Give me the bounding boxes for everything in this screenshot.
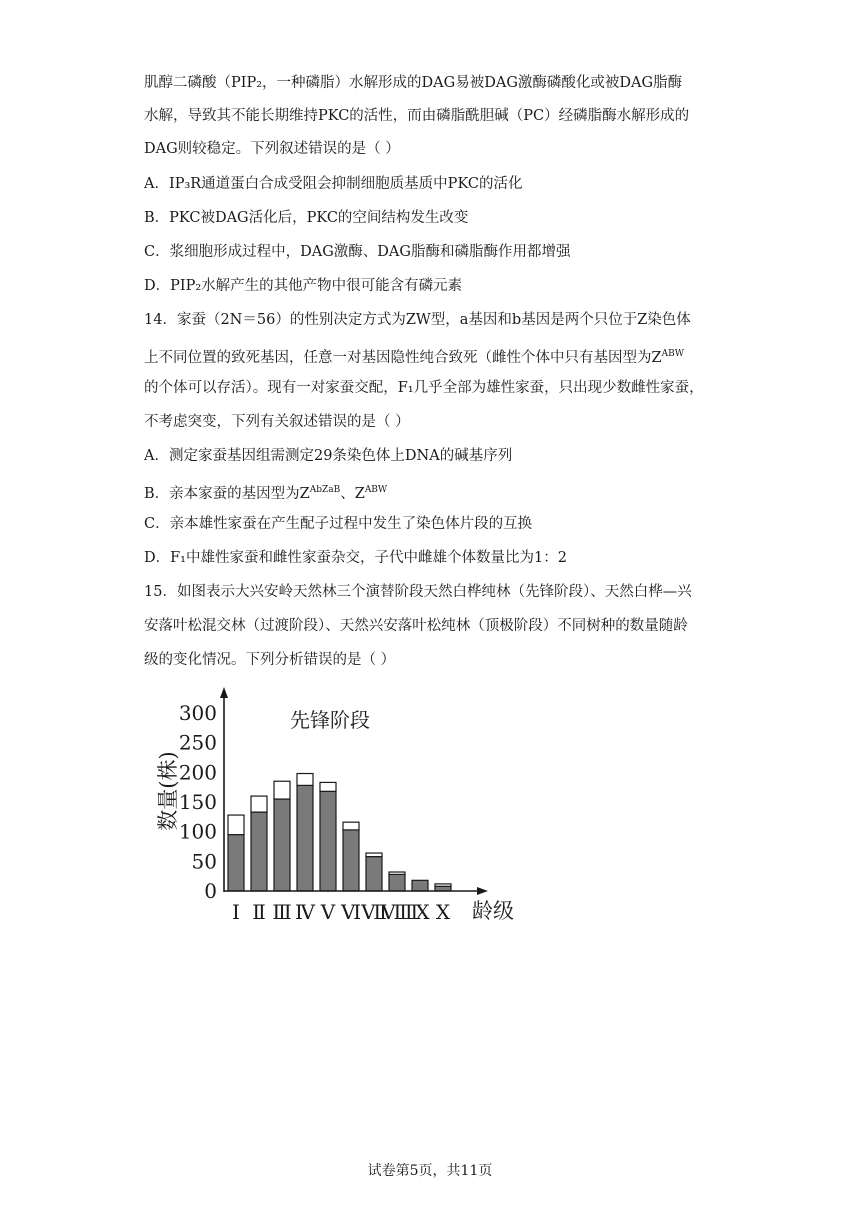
q15-stem-line-1: 15．如图表示大兴安岭天然林三个演替阶段天然白桦纯林（先锋阶段）、天然白桦—兴 (144, 584, 692, 600)
q14-option-a: A．测定家蚕基因组需测定29条染色体上DNA的碱基序列 (144, 448, 513, 464)
y-tick-label: 300 (178, 701, 217, 725)
bar-segment-upper-6 (343, 822, 359, 830)
x-tick-label: Ⅱ (252, 900, 266, 924)
x-tick-label: Ⅸ (410, 900, 430, 924)
bar-segment-lower-6 (343, 830, 359, 891)
q13-option-d: D．PIP₂水解产生的其他产物中很可能含有磷元素 (144, 278, 463, 294)
bar-segment-upper-7 (366, 853, 382, 857)
x-tick-label: Ⅴ (320, 900, 336, 924)
bar-segment-lower-5 (320, 791, 336, 891)
y-tick-label: 200 (178, 760, 217, 785)
superscript-allele: aB (328, 485, 341, 495)
x-axis-label: 龄级 (472, 899, 514, 923)
superscript-allele: AbZ (309, 485, 329, 495)
y-axis-label: 数量(株) (156, 751, 180, 831)
bar-segment-lower-4 (297, 785, 313, 891)
bar-segment-upper-5 (320, 782, 336, 791)
q14-option-b: B．亲本家蚕的基因型为$Z^{AbZaB}$、$Z^{ABW}$ (144, 485, 388, 502)
q14-stem-line-1: 14．家蚕（2N＝56）的性别决定方式为ZW型，a基因和b基因是两个只位于Z染色体 (144, 312, 691, 328)
superscript-allele: ABW (364, 485, 388, 495)
y-tick-label: 150 (178, 790, 217, 814)
chart-title: 先锋阶段 (290, 708, 370, 732)
x-tick-label: Ⅲ (272, 900, 292, 924)
intro-line-3: DAG则较稳定。下列叙述错误的是（ ） (144, 141, 400, 157)
q13-option-c: C．浆细胞形成过程中，DAG激酶、DAG脂酶和磷脂酶作用都增强 (144, 244, 571, 260)
q14-option-d: D．F₁中雄性家蚕和雌性家蚕杂交，子代中雌雄个体数量比为1：2 (144, 550, 567, 566)
bar-segment-lower-8 (389, 874, 405, 891)
intro-line-2: 水解，导致其不能长期维持PKC的活性，而由磷脂酰胆碱（PC）经磷脂酶水解形成的 (144, 108, 690, 124)
x-tick-label: Ⅰ (232, 900, 240, 924)
bar-segment-upper-10 (435, 884, 451, 886)
q13-option-b: B．PKC被DAG活化后，PKC的空间结构发生改变 (144, 210, 469, 226)
bar-segment-upper-8 (389, 872, 405, 874)
bar-segment-lower-2 (251, 812, 267, 891)
x-tick-label: Ⅹ (435, 900, 451, 924)
y-axis-arrow (220, 687, 228, 698)
y-tick-label: 0 (204, 879, 217, 903)
bar-segment-upper-2 (251, 796, 267, 812)
q14-option-c: C．亲本雄性家蚕在产生配子过程中发生了染色体片段的互换 (144, 516, 533, 532)
bar-segment-upper-3 (274, 781, 290, 799)
bar-segment-lower-9 (412, 880, 428, 891)
y-tick-labels (179, 701, 217, 903)
x-axis-arrow (477, 887, 488, 895)
bar-segment-lower-3 (274, 799, 290, 891)
q14-stem-line-2: 上不同位置的致死基因，任意一对基因隐性纯合致死（雌性个体中只有基因型为$Z^{ABW}$ (144, 349, 684, 366)
x-tick-label: Ⅷ (381, 900, 413, 924)
x-tick-label: Ⅵ (340, 900, 362, 924)
x-tick-labels (232, 900, 451, 924)
y-tick-label: 50 (191, 849, 217, 874)
y-tick-label: 100 (178, 819, 217, 844)
y-tick-label: 250 (178, 730, 217, 755)
bar-segment-upper-1 (228, 815, 244, 835)
q14-stem-line-4: 不考虑突变，下列有关叙述错误的是（ ） (144, 414, 410, 430)
intro-line-1: 肌醇二磷酸（PIP₂，一种磷脂）水解形成的DAG易被DAG激酶磷酸化或被DAG脂酶 (144, 75, 683, 91)
q13-option-a: A．IP₃R通道蛋白合成受阻会抑制细胞质基质中PKC的活化 (144, 176, 523, 192)
x-tick-label: Ⅶ (361, 900, 387, 924)
bar-segment-lower-1 (228, 835, 244, 891)
bar-segment-lower-7 (366, 857, 382, 891)
q14-stem-line-3: 的个体可以存活）。现有一对家蚕交配，F₁几乎全部为雄性家蚕，只出现少数雌性家蚕， (144, 380, 704, 396)
q15-stem-line-2: 安落叶松混交林（过渡阶段）、天然兴安落叶松纯林（顶极阶段）不同树种的数量随龄 (144, 618, 688, 634)
x-tick-label: Ⅳ (295, 900, 315, 924)
bars-group (228, 774, 451, 891)
page-footer: 试卷第5页，共11页 (367, 1163, 493, 1179)
bar-segment-upper-4 (297, 774, 313, 786)
q15-stem-line-3: 级的变化情况。下列分析错误的是（ ） (144, 652, 396, 668)
superscript-allele: ABW (661, 349, 684, 359)
age-class-bar-chart (150, 683, 520, 928)
